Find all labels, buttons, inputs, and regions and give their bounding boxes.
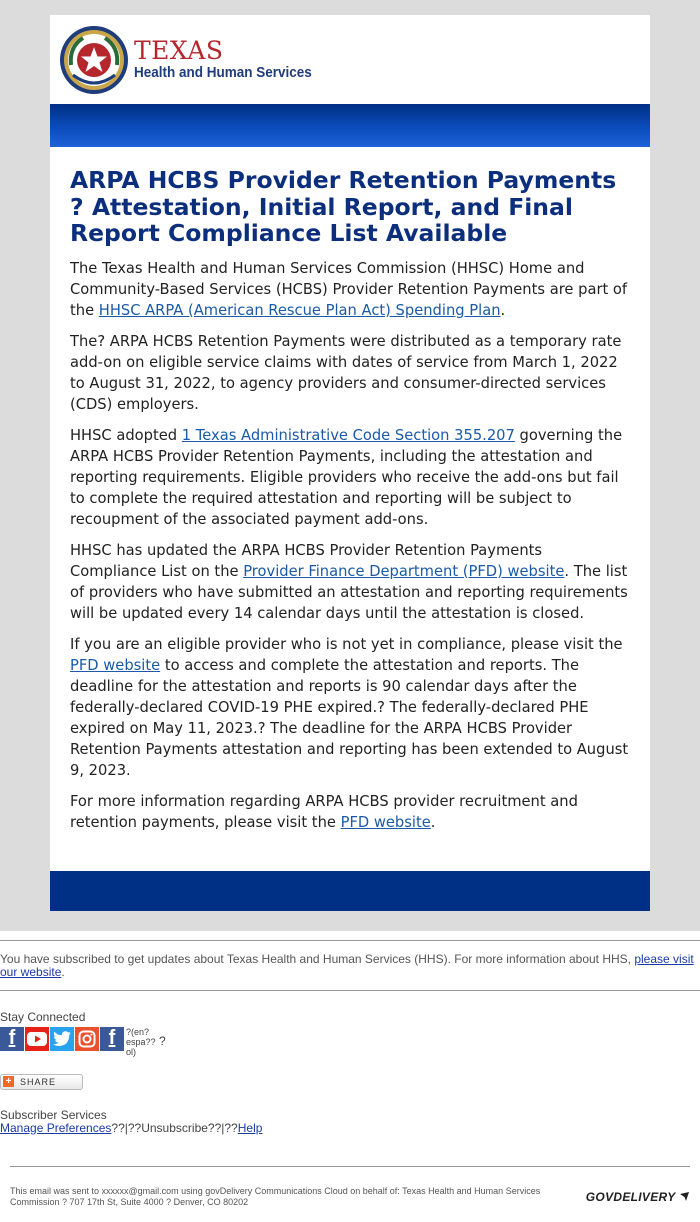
logo-texas: TEXAS	[134, 35, 224, 65]
govdelivery-logo	[586, 1190, 690, 1204]
facebook-espanol-icon[interactable]: f	[100, 1027, 124, 1051]
hhs-website-link[interactable]: please visit our website	[0, 951, 694, 979]
share-button[interactable]	[0, 1074, 83, 1090]
email-footer	[0, 931, 700, 1208]
paragraph-6	[70, 791, 630, 833]
article-title: ARPA HCBS Provider Retention Payments ? Attestation, Initial Report, and Final Report Compliance List Available	[70, 166, 617, 247]
paragraph-2: The? ARPA HCBS Retention Payments were distributed as a temporary rate add-on on eligible service claims with dates of service from March 1, 2022 to August 31, 2022, to agency providers and consumer-directed services (CDS) employers.	[70, 332, 622, 413]
paragraph-6-start: For more information regarding ARPA HCBS provider recruitment and retention payments, please visit the	[70, 792, 578, 831]
header-logo	[50, 15, 650, 104]
pfd-website-link[interactable]: Provider Finance Department (PFD) website	[243, 562, 565, 580]
paragraph-1-text: The Texas Health and Human Services Commission (HHSC) Home and Community-Based Services (HCBS) Provider Retention Payments are part of the	[70, 259, 628, 319]
govdelivery-mark-icon	[679, 1192, 690, 1201]
footer-banner	[50, 871, 650, 911]
logo-hhs: Health and Human Services	[134, 63, 312, 81]
social-trailing: ?	[159, 1033, 166, 1048]
paragraph-4	[70, 540, 630, 624]
subscription-end: .	[61, 964, 65, 979]
espanol-label: ?(en? espa?? ol)	[126, 1026, 156, 1057]
spending-plan-link[interactable]: HHSC ARPA (American Rescue Plan Act) Spending Plan	[98, 301, 501, 319]
article-body	[50, 147, 650, 863]
paragraph-4-start: HHSC has updated the ARPA HCBS Provider Retention Payments Compliance List on the	[70, 541, 543, 580]
email-card	[50, 15, 650, 911]
legal-footer	[10, 1166, 690, 1208]
legal-text: This email was sent to xxxxxx@gmail.com using govDelivery Communications Cloud on behalf of: Texas Health and Human Services Commission ? 707 17th St, Suite 4000 ? Denver, CO 80202	[10, 1185, 541, 1207]
pfd-link-3[interactable]: PFD website	[340, 813, 431, 831]
share-plus-icon: +	[3, 1076, 14, 1087]
logo-wordmark	[134, 35, 332, 82]
paragraph-5-start: If you are an eligible provider who is not yet in compliance, please visit the	[70, 635, 623, 653]
facebook-icon[interactable]: f	[0, 1027, 24, 1051]
paragraph-3-end: governing the ARPA HCBS Provider Retention Payments, including the attestation and reporting requirements. Eligible providers who receive the add-ons but fail to complete the required attestation and reporting will be subject to recoupment of the associated payment add-ons.	[70, 426, 623, 528]
twitter-icon[interactable]	[50, 1027, 74, 1051]
paragraph-5	[70, 634, 630, 781]
header-banner	[50, 104, 650, 147]
paragraph-6-end: .	[430, 813, 436, 831]
help-link[interactable]: Help	[237, 1120, 263, 1135]
texas-seal-icon	[59, 25, 129, 95]
manage-preferences-link[interactable]: Manage Preferences	[0, 1120, 112, 1135]
instagram-icon[interactable]	[75, 1027, 99, 1051]
pfd-link-2[interactable]: PFD website	[70, 656, 161, 674]
social-icons	[0, 1027, 700, 1057]
govdelivery-wordmark: GOVDELIVERY	[585, 1189, 676, 1204]
subscription-notice	[0, 941, 700, 990]
paragraph-1-end: .	[500, 301, 506, 319]
paragraph-1	[70, 258, 630, 321]
unsubscribe-text[interactable]: ??|??Unsubscribe??|??	[111, 1120, 238, 1135]
tac-link[interactable]: 1 Texas Administrative Code Section 355.207	[181, 426, 515, 444]
paragraph-5-end: to access and complete the attestation and reports. The deadline for the attestation and reports is 90 calendar days after the federally-declared COVID-19 PHE expired.? The federally-declared PHE expired on May 11, 2023.? The deadline for the ARPA HCBS Provider Retention Payments attestation and reporting has been extended to August 9, 2023.	[70, 656, 629, 779]
share-label: SHARE	[20, 1076, 57, 1087]
paragraph-3-start: HHSC adopted	[70, 426, 182, 444]
stay-connected-heading: Stay Connected	[0, 1009, 86, 1024]
paragraph-4-end: . The list of providers who have submitted an attestation and reporting requirements will be updated every 14 calendar days until the attestation is closed.	[70, 562, 628, 622]
subscriber-services	[0, 1090, 700, 1135]
subscriber-links	[0, 1122, 700, 1135]
subscriber-services-heading: Subscriber Services	[0, 1107, 107, 1122]
paragraph-3	[70, 425, 630, 530]
subscription-text: You have subscribed to get updates about Texas Health and Human Services (HHS). For more information about HHS,	[0, 951, 635, 966]
youtube-icon[interactable]	[25, 1027, 49, 1051]
